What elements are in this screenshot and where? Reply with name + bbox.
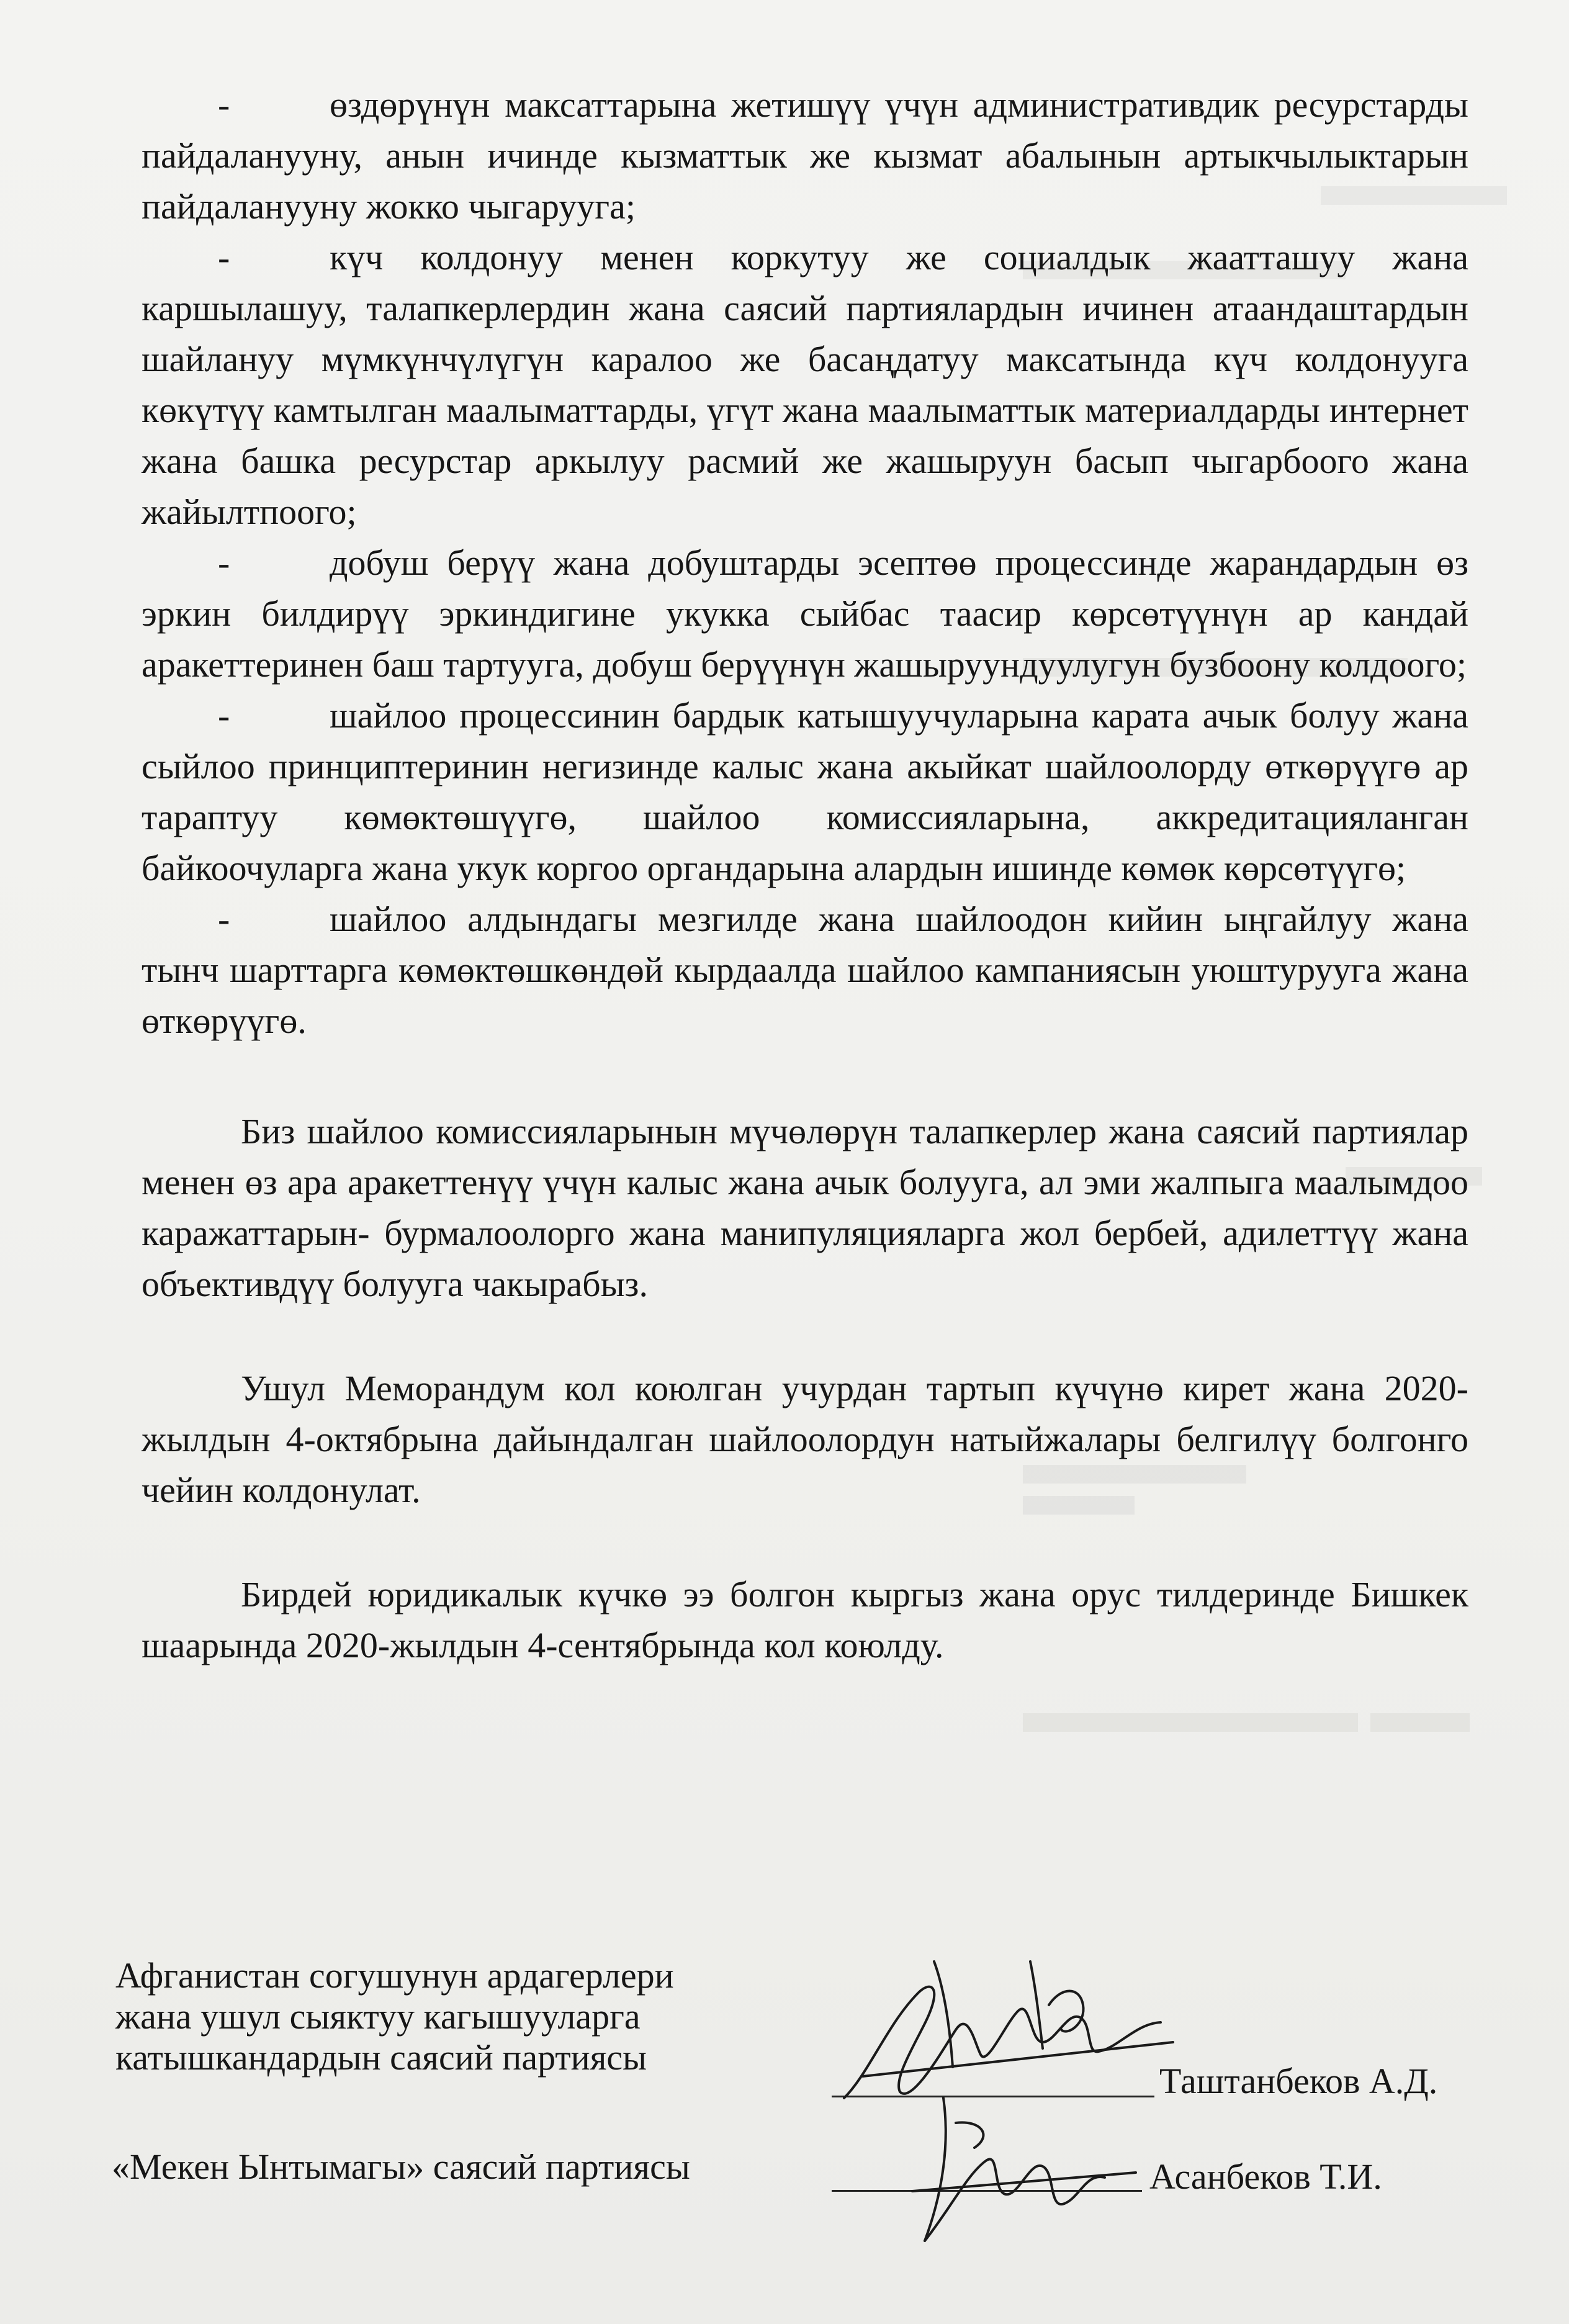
bullet-text: күч колдонуу менен коркутуу же социалдык жаатташуу жана каршылашуу, талапкерлердин жана саясий партиялардын ичинен атаандаштардын шайлануу мүмкүнчүлүгүн каралоо же басаңдатуу максатында күч колдонууга көкүтүү камтылган маалыматтарды, үгүт жана маалыматтык материалдарды интернет жана башка ресурстар аркылуу расмий же жашыруун басып чыгарбоого жана жайылтпоого; <box>142 237 1468 532</box>
signature-2 <box>900 2086 1161 2272</box>
bullet-item <box>142 894 1468 1047</box>
bullet-item <box>142 232 1468 538</box>
validity-paragraph: Ушул Меморандум кол коюлган учурдан тартып күчүнө кирет жана 2020-жылдын 4-октябрына дайындалган шайлоолордун натыйжалары белгилүү болгонго чейин колдонулат. <box>142 1368 1468 1510</box>
bullet-marker: - <box>218 899 230 939</box>
bullet-item <box>142 538 1468 690</box>
bullet-marker: - <box>218 84 230 125</box>
spacer <box>142 1047 1468 1106</box>
spacer <box>142 1516 1468 1569</box>
bullet-marker: - <box>218 695 230 736</box>
signatory-1-name: Таштанбеков А.Д. <box>1159 2061 1438 2101</box>
appeal-paragraph: Биз шайлоо комиссияларынын мүчөлөрүн талапкерлер жана саясий партиялар менен өз ара аракеттенүү үчүн калыс жана ачык болууга, ал эми жалпыга маалымдоо каражаттарын- бурмалоолорго жана манипуляцияларга жол бербей, адилеттүү жана объективдүү болууга чакырабыз. <box>142 1111 1468 1304</box>
spacer <box>142 1310 1468 1363</box>
party-line: жана ушул сыяктуу кагышууларга <box>115 1996 641 2037</box>
bullet-text: өздөрүнүн максаттарына жетишүү үчүн административдик ресурстарды пайдаланууну, анын ичинде кызматтык же кызмат абалынын артыкчылыктарын пайдаланууну жокко чыгарууга; <box>142 84 1468 227</box>
party-line: катышкандардын саясий партиясы <box>115 2037 647 2078</box>
bullet-text: шайлоо процессинин бардык катышуучуларына карата ачык болуу жана сыйлоо принциптеринин негизинде калыс жана акыйкат шайлоолорду өткөрүүгө ар тараптуу көмөктөшүүгө, шайлоо комиссияларына, аккредитацияланган байкоочуларга жана укук коргоо органдарына алардын ишинде көмөк көрсөтүүгө; <box>142 695 1468 888</box>
party-line: Афганистан согушунун ардагерлери <box>115 1955 674 1996</box>
memorandum-body <box>142 79 1468 1671</box>
bullet-marker: - <box>218 543 230 583</box>
signatory-2-party <box>112 2146 690 2187</box>
bullet-text: добуш берүү жана добуштарды эсептөө процессинде жарандардын өз эркин билдирүү эркиндигине укукка сыйбас таасир көрсөтүүнүн ар кандай аракеттеринен баш тартууга, добуш берүүнүн жашыруундуулугун бузбоону колдоого; <box>142 543 1468 685</box>
party-line: «Мекен Ынтымагы» саясий партиясы <box>112 2146 690 2187</box>
signing-paragraph: Бирдей юридикалык күчкө ээ болгон кыргыз жана орус тилдеринде Бишкек шаарында 2020-жылдын 4-сентябрында кол коюлду. <box>142 1574 1468 1665</box>
signatory-1-party <box>115 1955 674 2078</box>
bullet-item <box>142 690 1468 894</box>
bullet-item <box>142 79 1468 232</box>
signatory-2-name: Асанбеков Т.И. <box>1149 2156 1382 2197</box>
bullet-text: шайлоо алдындагы мезгилде жана шайлоодон кийин ыңгайлуу жана тынч шарттарга көмөктөшкөндөй кырдаалда шайлоо кампаниясын уюштурууга жана өткөрүүгө. <box>142 899 1468 1041</box>
bullet-marker: - <box>218 237 230 277</box>
